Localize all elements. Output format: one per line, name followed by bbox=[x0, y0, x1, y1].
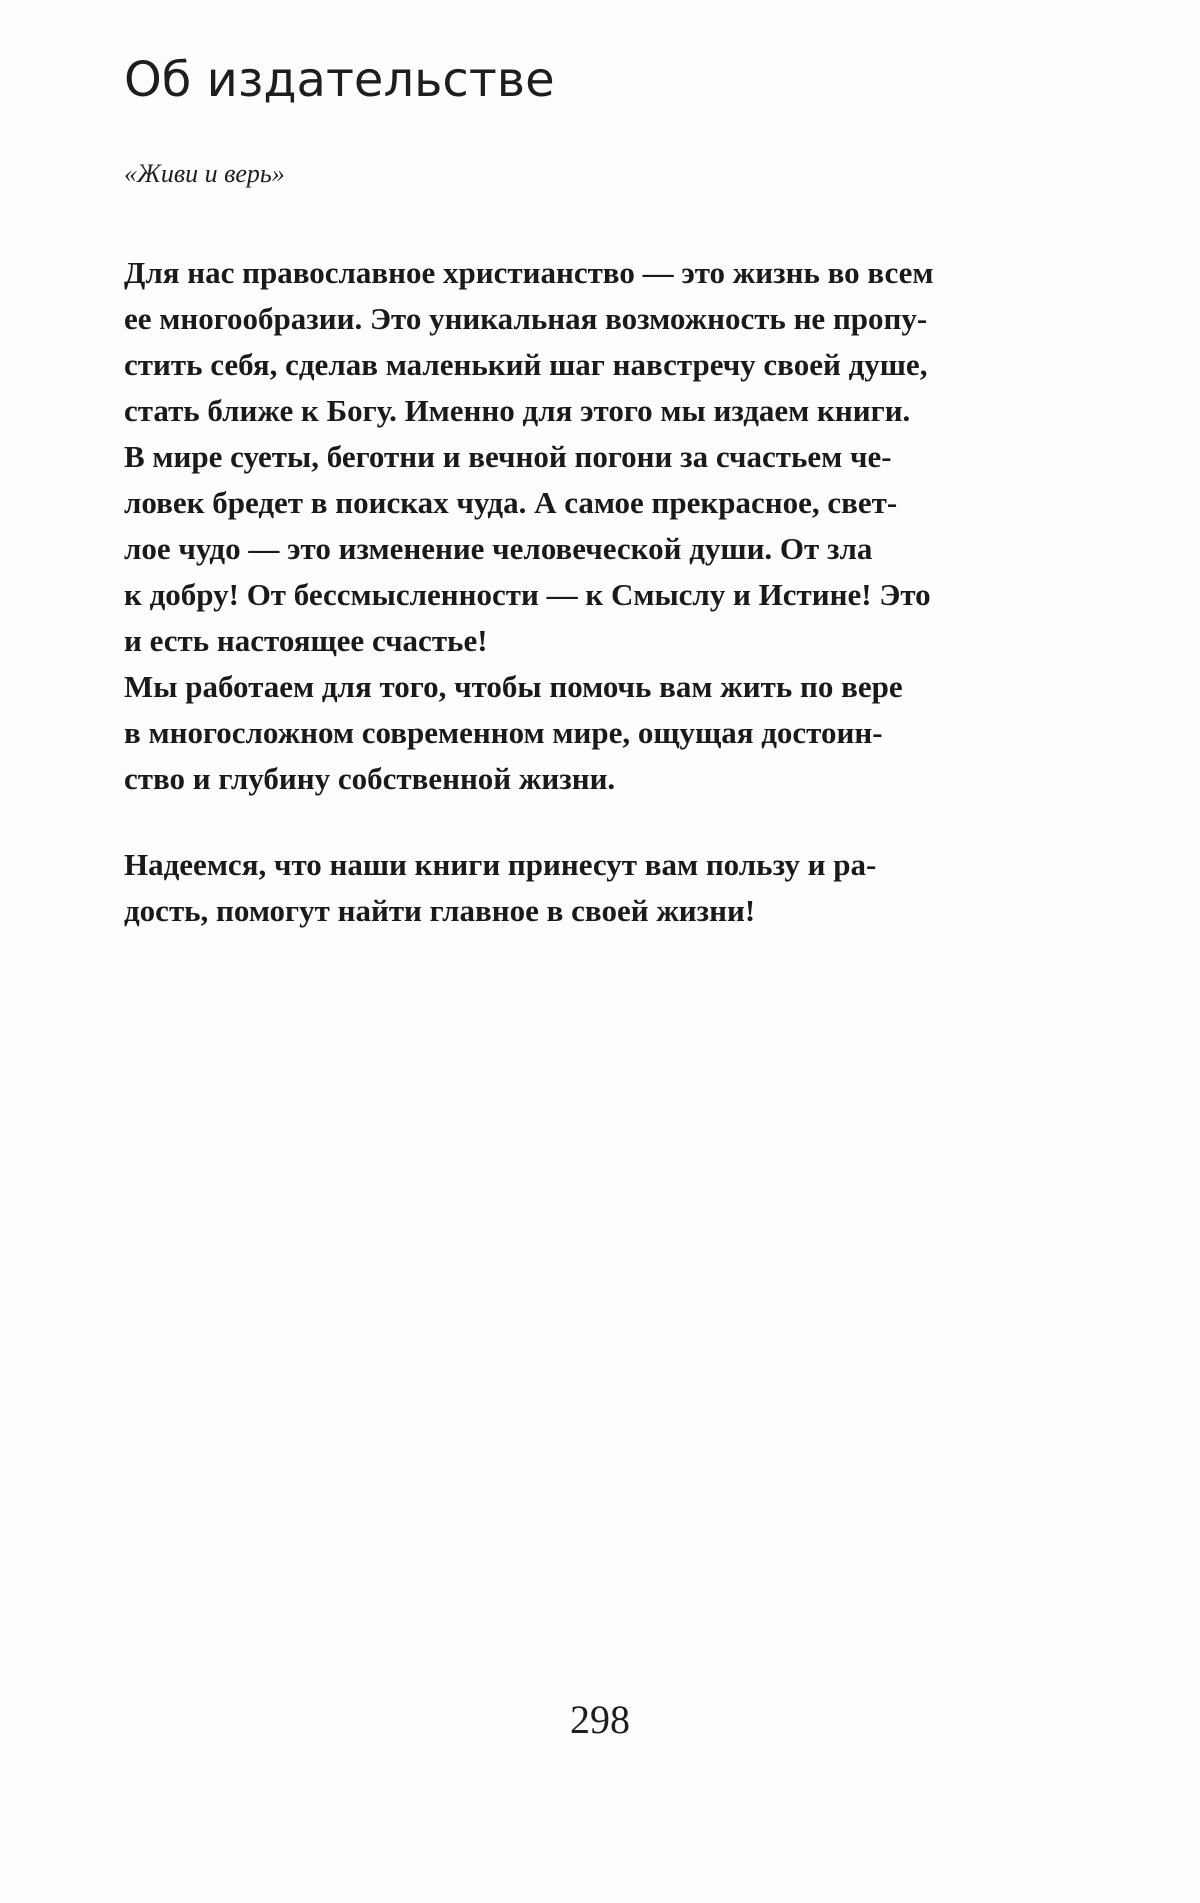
text-line: ство и глубину собственной жизни. bbox=[124, 761, 616, 796]
text-line: ловек бредет в поисках чуда. А самое прекрасное, свет- bbox=[124, 485, 898, 520]
text-line: в многосложном современном мире, ощущая достоин- bbox=[124, 715, 883, 750]
text-line: стать ближе к Богу. Именно для этого мы издаем книги. bbox=[124, 393, 911, 428]
text-line: стить себя, сделав маленький шаг навстречу своей душе, bbox=[124, 347, 928, 382]
page-title: Об издательстве bbox=[124, 52, 555, 108]
text-line: Мы работаем для того, чтобы помочь вам жить по вере bbox=[124, 669, 903, 704]
text-line: Надеемся, что наши книги принесут вам пользу и ра- bbox=[124, 847, 877, 882]
text-line: лое чудо — это изменение человеческой души. От зла bbox=[124, 531, 873, 566]
text-line: Для нас православное христианство — это жизнь во всем bbox=[124, 255, 934, 290]
page-number: 298 bbox=[570, 1697, 630, 1742]
text-line: и есть настоящее счастье! bbox=[124, 623, 488, 658]
publisher-name: «Живи и верь» bbox=[124, 159, 285, 188]
text-line: дость, помогут найти главное в своей жизни! bbox=[124, 893, 756, 928]
text-line: ее многообразии. Это уникальная возможность не пропу- bbox=[124, 301, 928, 336]
text-line: В мире суеты, беготни и вечной погони за счастьем че- bbox=[124, 439, 892, 474]
text-line: к добру! От бессмысленности — к Смыслу и Истине! Это bbox=[124, 577, 931, 612]
